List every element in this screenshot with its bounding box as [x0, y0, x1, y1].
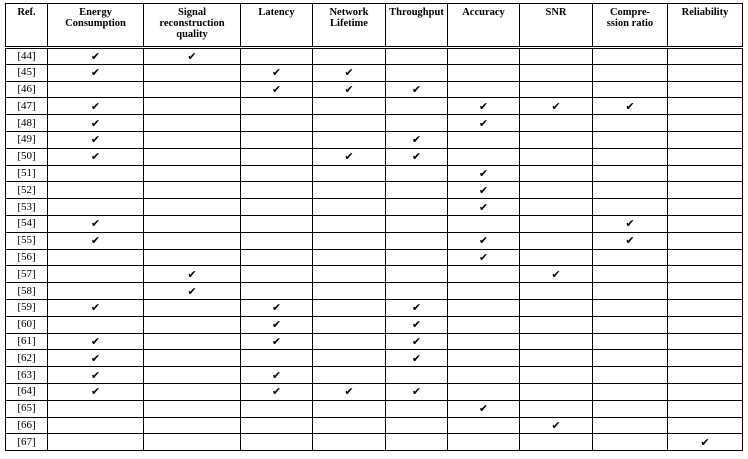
- table-header-row: [6, 4, 743, 48]
- ref-cell: [47]: [6, 98, 48, 115]
- empty-cell: [668, 333, 743, 350]
- empty-cell: [520, 299, 593, 316]
- empty-cell: [48, 182, 144, 199]
- header-line: Latency: [258, 7, 295, 18]
- ref-cell: [67]: [6, 434, 48, 451]
- empty-cell: [448, 434, 520, 451]
- comparison-table: [5, 3, 743, 451]
- check-mark-icon: ✔: [48, 148, 144, 165]
- empty-cell: [144, 367, 241, 384]
- check-mark-icon: ✔: [448, 98, 520, 115]
- empty-cell: [386, 165, 448, 182]
- empty-cell: [386, 199, 448, 216]
- ref-cell: [49]: [6, 131, 48, 148]
- empty-cell: [520, 434, 593, 451]
- empty-cell: [241, 350, 313, 367]
- table-row: [6, 165, 743, 182]
- check-mark-icon: ✔: [48, 115, 144, 132]
- empty-cell: [386, 417, 448, 434]
- check-mark-icon: ✔: [593, 232, 668, 249]
- empty-cell: [48, 417, 144, 434]
- empty-cell: [593, 434, 668, 451]
- empty-cell: [144, 299, 241, 316]
- empty-cell: [593, 333, 668, 350]
- check-mark-icon: ✔: [313, 81, 386, 98]
- empty-cell: [520, 283, 593, 300]
- empty-cell: [48, 165, 144, 182]
- empty-cell: [313, 165, 386, 182]
- ref-cell: [58]: [6, 283, 48, 300]
- empty-cell: [448, 266, 520, 283]
- check-mark-icon: ✔: [448, 249, 520, 266]
- empty-cell: [593, 148, 668, 165]
- check-mark-icon: ✔: [241, 81, 313, 98]
- empty-cell: [48, 249, 144, 266]
- table-row: [6, 232, 743, 249]
- header-reliability: [668, 4, 743, 48]
- empty-cell: [386, 115, 448, 132]
- header-ref: [6, 4, 48, 48]
- header-line: Signal: [177, 7, 206, 18]
- empty-cell: [593, 266, 668, 283]
- empty-cell: [386, 98, 448, 115]
- empty-cell: [144, 98, 241, 115]
- empty-cell: [241, 48, 313, 65]
- header-compression-ratio: [593, 4, 668, 48]
- header-throughput: [386, 4, 448, 48]
- empty-cell: [48, 199, 144, 216]
- check-mark-icon: ✔: [48, 299, 144, 316]
- empty-cell: [668, 98, 743, 115]
- empty-cell: [241, 115, 313, 132]
- empty-cell: [593, 383, 668, 400]
- table-row: [6, 81, 743, 98]
- empty-cell: [448, 350, 520, 367]
- empty-cell: [313, 367, 386, 384]
- empty-cell: [241, 215, 313, 232]
- table-row: [6, 266, 743, 283]
- header-line: Accuracy: [462, 7, 505, 18]
- empty-cell: [48, 283, 144, 300]
- empty-cell: [593, 417, 668, 434]
- ref-cell: [62]: [6, 350, 48, 367]
- empty-cell: [668, 316, 743, 333]
- empty-cell: [520, 316, 593, 333]
- empty-cell: [48, 434, 144, 451]
- ref-cell: [57]: [6, 266, 48, 283]
- header-line: SNR: [545, 7, 567, 18]
- empty-cell: [313, 249, 386, 266]
- empty-cell: [448, 283, 520, 300]
- check-mark-icon: ✔: [520, 266, 593, 283]
- table-row: [6, 299, 743, 316]
- empty-cell: [241, 165, 313, 182]
- table-row: [6, 48, 743, 65]
- empty-cell: [241, 400, 313, 417]
- empty-cell: [144, 131, 241, 148]
- empty-cell: [144, 350, 241, 367]
- table-row: [6, 400, 743, 417]
- empty-cell: [144, 165, 241, 182]
- ref-cell: [50]: [6, 148, 48, 165]
- empty-cell: [448, 316, 520, 333]
- table-row: [6, 350, 743, 367]
- empty-cell: [520, 350, 593, 367]
- check-mark-icon: ✔: [48, 383, 144, 400]
- table-row: [6, 115, 743, 132]
- empty-cell: [313, 98, 386, 115]
- empty-cell: [668, 199, 743, 216]
- empty-cell: [593, 199, 668, 216]
- ref-cell: [56]: [6, 249, 48, 266]
- header-latency: [241, 4, 313, 48]
- empty-cell: [144, 81, 241, 98]
- empty-cell: [520, 64, 593, 81]
- ref-cell: [51]: [6, 165, 48, 182]
- empty-cell: [241, 266, 313, 283]
- header-line: ssion ratio: [606, 18, 654, 29]
- check-mark-icon: ✔: [241, 383, 313, 400]
- empty-cell: [313, 232, 386, 249]
- empty-cell: [668, 48, 743, 65]
- empty-cell: [520, 249, 593, 266]
- check-mark-icon: ✔: [241, 333, 313, 350]
- empty-cell: [144, 383, 241, 400]
- empty-cell: [593, 48, 668, 65]
- table-row: [6, 417, 743, 434]
- check-mark-icon: ✔: [386, 316, 448, 333]
- empty-cell: [313, 266, 386, 283]
- check-mark-icon: ✔: [448, 400, 520, 417]
- empty-cell: [593, 131, 668, 148]
- header-line: Lifetime: [330, 18, 368, 29]
- ref-cell: [65]: [6, 400, 48, 417]
- check-mark-icon: ✔: [48, 98, 144, 115]
- check-mark-icon: ✔: [386, 299, 448, 316]
- empty-cell: [668, 215, 743, 232]
- empty-cell: [520, 199, 593, 216]
- empty-cell: [448, 64, 520, 81]
- empty-cell: [668, 148, 743, 165]
- empty-cell: [668, 115, 743, 132]
- header-network-lifetime: [313, 4, 386, 48]
- empty-cell: [668, 64, 743, 81]
- check-mark-icon: ✔: [48, 350, 144, 367]
- check-mark-icon: ✔: [144, 48, 241, 65]
- empty-cell: [313, 434, 386, 451]
- empty-cell: [448, 131, 520, 148]
- empty-cell: [593, 400, 668, 417]
- table-row: [6, 333, 743, 350]
- empty-cell: [386, 434, 448, 451]
- empty-cell: [144, 333, 241, 350]
- table-row: [6, 131, 743, 148]
- table-row: [6, 283, 743, 300]
- check-mark-icon: ✔: [48, 232, 144, 249]
- ref-cell: [61]: [6, 333, 48, 350]
- empty-cell: [520, 148, 593, 165]
- empty-cell: [448, 367, 520, 384]
- table-row: [6, 199, 743, 216]
- empty-cell: [241, 283, 313, 300]
- check-mark-icon: ✔: [48, 333, 144, 350]
- header-line: reconstruction: [159, 18, 225, 29]
- header-signal-reconstruction-quality: [144, 4, 241, 48]
- empty-cell: [593, 350, 668, 367]
- header-line: Energy: [79, 7, 112, 18]
- check-mark-icon: ✔: [520, 417, 593, 434]
- empty-cell: [668, 249, 743, 266]
- empty-cell: [313, 350, 386, 367]
- empty-cell: [448, 299, 520, 316]
- empty-cell: [386, 232, 448, 249]
- check-mark-icon: ✔: [144, 266, 241, 283]
- empty-cell: [668, 81, 743, 98]
- empty-cell: [241, 199, 313, 216]
- header-snr: [520, 4, 593, 48]
- empty-cell: [386, 367, 448, 384]
- empty-cell: [48, 400, 144, 417]
- empty-cell: [520, 333, 593, 350]
- check-mark-icon: ✔: [386, 81, 448, 98]
- empty-cell: [144, 215, 241, 232]
- empty-cell: [241, 434, 313, 451]
- header-line: Consumption: [65, 18, 126, 29]
- empty-cell: [668, 383, 743, 400]
- empty-cell: [313, 215, 386, 232]
- table-row: [6, 148, 743, 165]
- check-mark-icon: ✔: [386, 350, 448, 367]
- ref-cell: [53]: [6, 199, 48, 216]
- empty-cell: [313, 115, 386, 132]
- check-mark-icon: ✔: [520, 98, 593, 115]
- empty-cell: [448, 333, 520, 350]
- empty-cell: [448, 148, 520, 165]
- empty-cell: [313, 131, 386, 148]
- empty-cell: [668, 165, 743, 182]
- check-mark-icon: ✔: [386, 131, 448, 148]
- table-row: [6, 434, 743, 451]
- empty-cell: [313, 283, 386, 300]
- empty-cell: [593, 182, 668, 199]
- check-mark-icon: ✔: [448, 165, 520, 182]
- check-mark-icon: ✔: [448, 199, 520, 216]
- header-line: Compre-: [609, 7, 651, 18]
- check-mark-icon: ✔: [386, 383, 448, 400]
- check-mark-icon: ✔: [241, 316, 313, 333]
- ref-cell: [64]: [6, 383, 48, 400]
- ref-cell: [55]: [6, 232, 48, 249]
- empty-cell: [520, 115, 593, 132]
- empty-cell: [593, 316, 668, 333]
- header-line: Throughput: [389, 7, 444, 18]
- empty-cell: [520, 367, 593, 384]
- check-mark-icon: ✔: [448, 182, 520, 199]
- empty-cell: [668, 182, 743, 199]
- empty-cell: [448, 417, 520, 434]
- empty-cell: [48, 266, 144, 283]
- ref-cell: [60]: [6, 316, 48, 333]
- empty-cell: [386, 182, 448, 199]
- check-mark-icon: ✔: [313, 383, 386, 400]
- check-mark-icon: ✔: [48, 131, 144, 148]
- empty-cell: [241, 417, 313, 434]
- check-mark-icon: ✔: [386, 148, 448, 165]
- header-line: Ref.: [17, 7, 36, 18]
- ref-cell: [54]: [6, 215, 48, 232]
- header-accuracy: [448, 4, 520, 48]
- empty-cell: [520, 232, 593, 249]
- empty-cell: [144, 417, 241, 434]
- empty-cell: [520, 182, 593, 199]
- empty-cell: [448, 383, 520, 400]
- empty-cell: [448, 215, 520, 232]
- empty-cell: [144, 232, 241, 249]
- table-row: [6, 215, 743, 232]
- empty-cell: [241, 98, 313, 115]
- check-mark-icon: ✔: [448, 232, 520, 249]
- empty-cell: [520, 400, 593, 417]
- empty-cell: [144, 148, 241, 165]
- empty-cell: [448, 81, 520, 98]
- empty-cell: [668, 266, 743, 283]
- table-row: [6, 383, 743, 400]
- empty-cell: [241, 148, 313, 165]
- empty-cell: [144, 64, 241, 81]
- check-mark-icon: ✔: [241, 299, 313, 316]
- empty-cell: [144, 199, 241, 216]
- check-mark-icon: ✔: [241, 367, 313, 384]
- ref-cell: [48]: [6, 115, 48, 132]
- empty-cell: [386, 249, 448, 266]
- table-row: [6, 249, 743, 266]
- empty-cell: [386, 64, 448, 81]
- check-mark-icon: ✔: [448, 115, 520, 132]
- ref-cell: [46]: [6, 81, 48, 98]
- empty-cell: [386, 283, 448, 300]
- empty-cell: [313, 400, 386, 417]
- table-row: [6, 367, 743, 384]
- empty-cell: [313, 199, 386, 216]
- check-mark-icon: ✔: [313, 148, 386, 165]
- empty-cell: [48, 316, 144, 333]
- check-mark-icon: ✔: [241, 64, 313, 81]
- empty-cell: [668, 283, 743, 300]
- empty-cell: [313, 299, 386, 316]
- ref-cell: [45]: [6, 64, 48, 81]
- empty-cell: [241, 232, 313, 249]
- empty-cell: [448, 48, 520, 65]
- empty-cell: [593, 367, 668, 384]
- empty-cell: [593, 283, 668, 300]
- check-mark-icon: ✔: [144, 283, 241, 300]
- empty-cell: [593, 249, 668, 266]
- empty-cell: [144, 115, 241, 132]
- empty-cell: [593, 299, 668, 316]
- empty-cell: [520, 81, 593, 98]
- ref-cell: [44]: [6, 48, 48, 65]
- check-mark-icon: ✔: [668, 434, 743, 451]
- empty-cell: [668, 367, 743, 384]
- empty-cell: [144, 249, 241, 266]
- check-mark-icon: ✔: [313, 64, 386, 81]
- empty-cell: [241, 249, 313, 266]
- empty-cell: [668, 350, 743, 367]
- empty-cell: [520, 383, 593, 400]
- empty-cell: [386, 400, 448, 417]
- empty-cell: [668, 131, 743, 148]
- check-mark-icon: ✔: [48, 367, 144, 384]
- header-line: Reliability: [681, 7, 729, 18]
- empty-cell: [520, 131, 593, 148]
- check-mark-icon: ✔: [48, 64, 144, 81]
- header-energy-consumption: [48, 4, 144, 48]
- empty-cell: [668, 299, 743, 316]
- ref-cell: [52]: [6, 182, 48, 199]
- empty-cell: [593, 64, 668, 81]
- empty-cell: [668, 417, 743, 434]
- table-row: [6, 64, 743, 81]
- empty-cell: [144, 434, 241, 451]
- header-line: quality: [176, 29, 208, 40]
- empty-cell: [241, 182, 313, 199]
- empty-cell: [668, 400, 743, 417]
- ref-cell: [66]: [6, 417, 48, 434]
- empty-cell: [386, 48, 448, 65]
- empty-cell: [144, 316, 241, 333]
- header-line: Network: [329, 7, 369, 18]
- empty-cell: [241, 131, 313, 148]
- check-mark-icon: ✔: [593, 98, 668, 115]
- empty-cell: [386, 215, 448, 232]
- check-mark-icon: ✔: [386, 333, 448, 350]
- table-row: [6, 98, 743, 115]
- check-mark-icon: ✔: [48, 48, 144, 65]
- comparison-table-container: [5, 3, 743, 451]
- empty-cell: [668, 232, 743, 249]
- ref-cell: [63]: [6, 367, 48, 384]
- empty-cell: [520, 165, 593, 182]
- empty-cell: [144, 400, 241, 417]
- empty-cell: [593, 165, 668, 182]
- empty-cell: [593, 81, 668, 98]
- ref-cell: [59]: [6, 299, 48, 316]
- empty-cell: [313, 316, 386, 333]
- empty-cell: [144, 182, 241, 199]
- empty-cell: [593, 115, 668, 132]
- check-mark-icon: ✔: [593, 215, 668, 232]
- empty-cell: [520, 48, 593, 65]
- empty-cell: [313, 333, 386, 350]
- empty-cell: [520, 215, 593, 232]
- empty-cell: [313, 417, 386, 434]
- empty-cell: [313, 182, 386, 199]
- empty-cell: [313, 48, 386, 65]
- table-body: [6, 48, 743, 451]
- check-mark-icon: ✔: [48, 215, 144, 232]
- empty-cell: [386, 266, 448, 283]
- table-row: [6, 316, 743, 333]
- empty-cell: [48, 81, 144, 98]
- table-row: [6, 182, 743, 199]
